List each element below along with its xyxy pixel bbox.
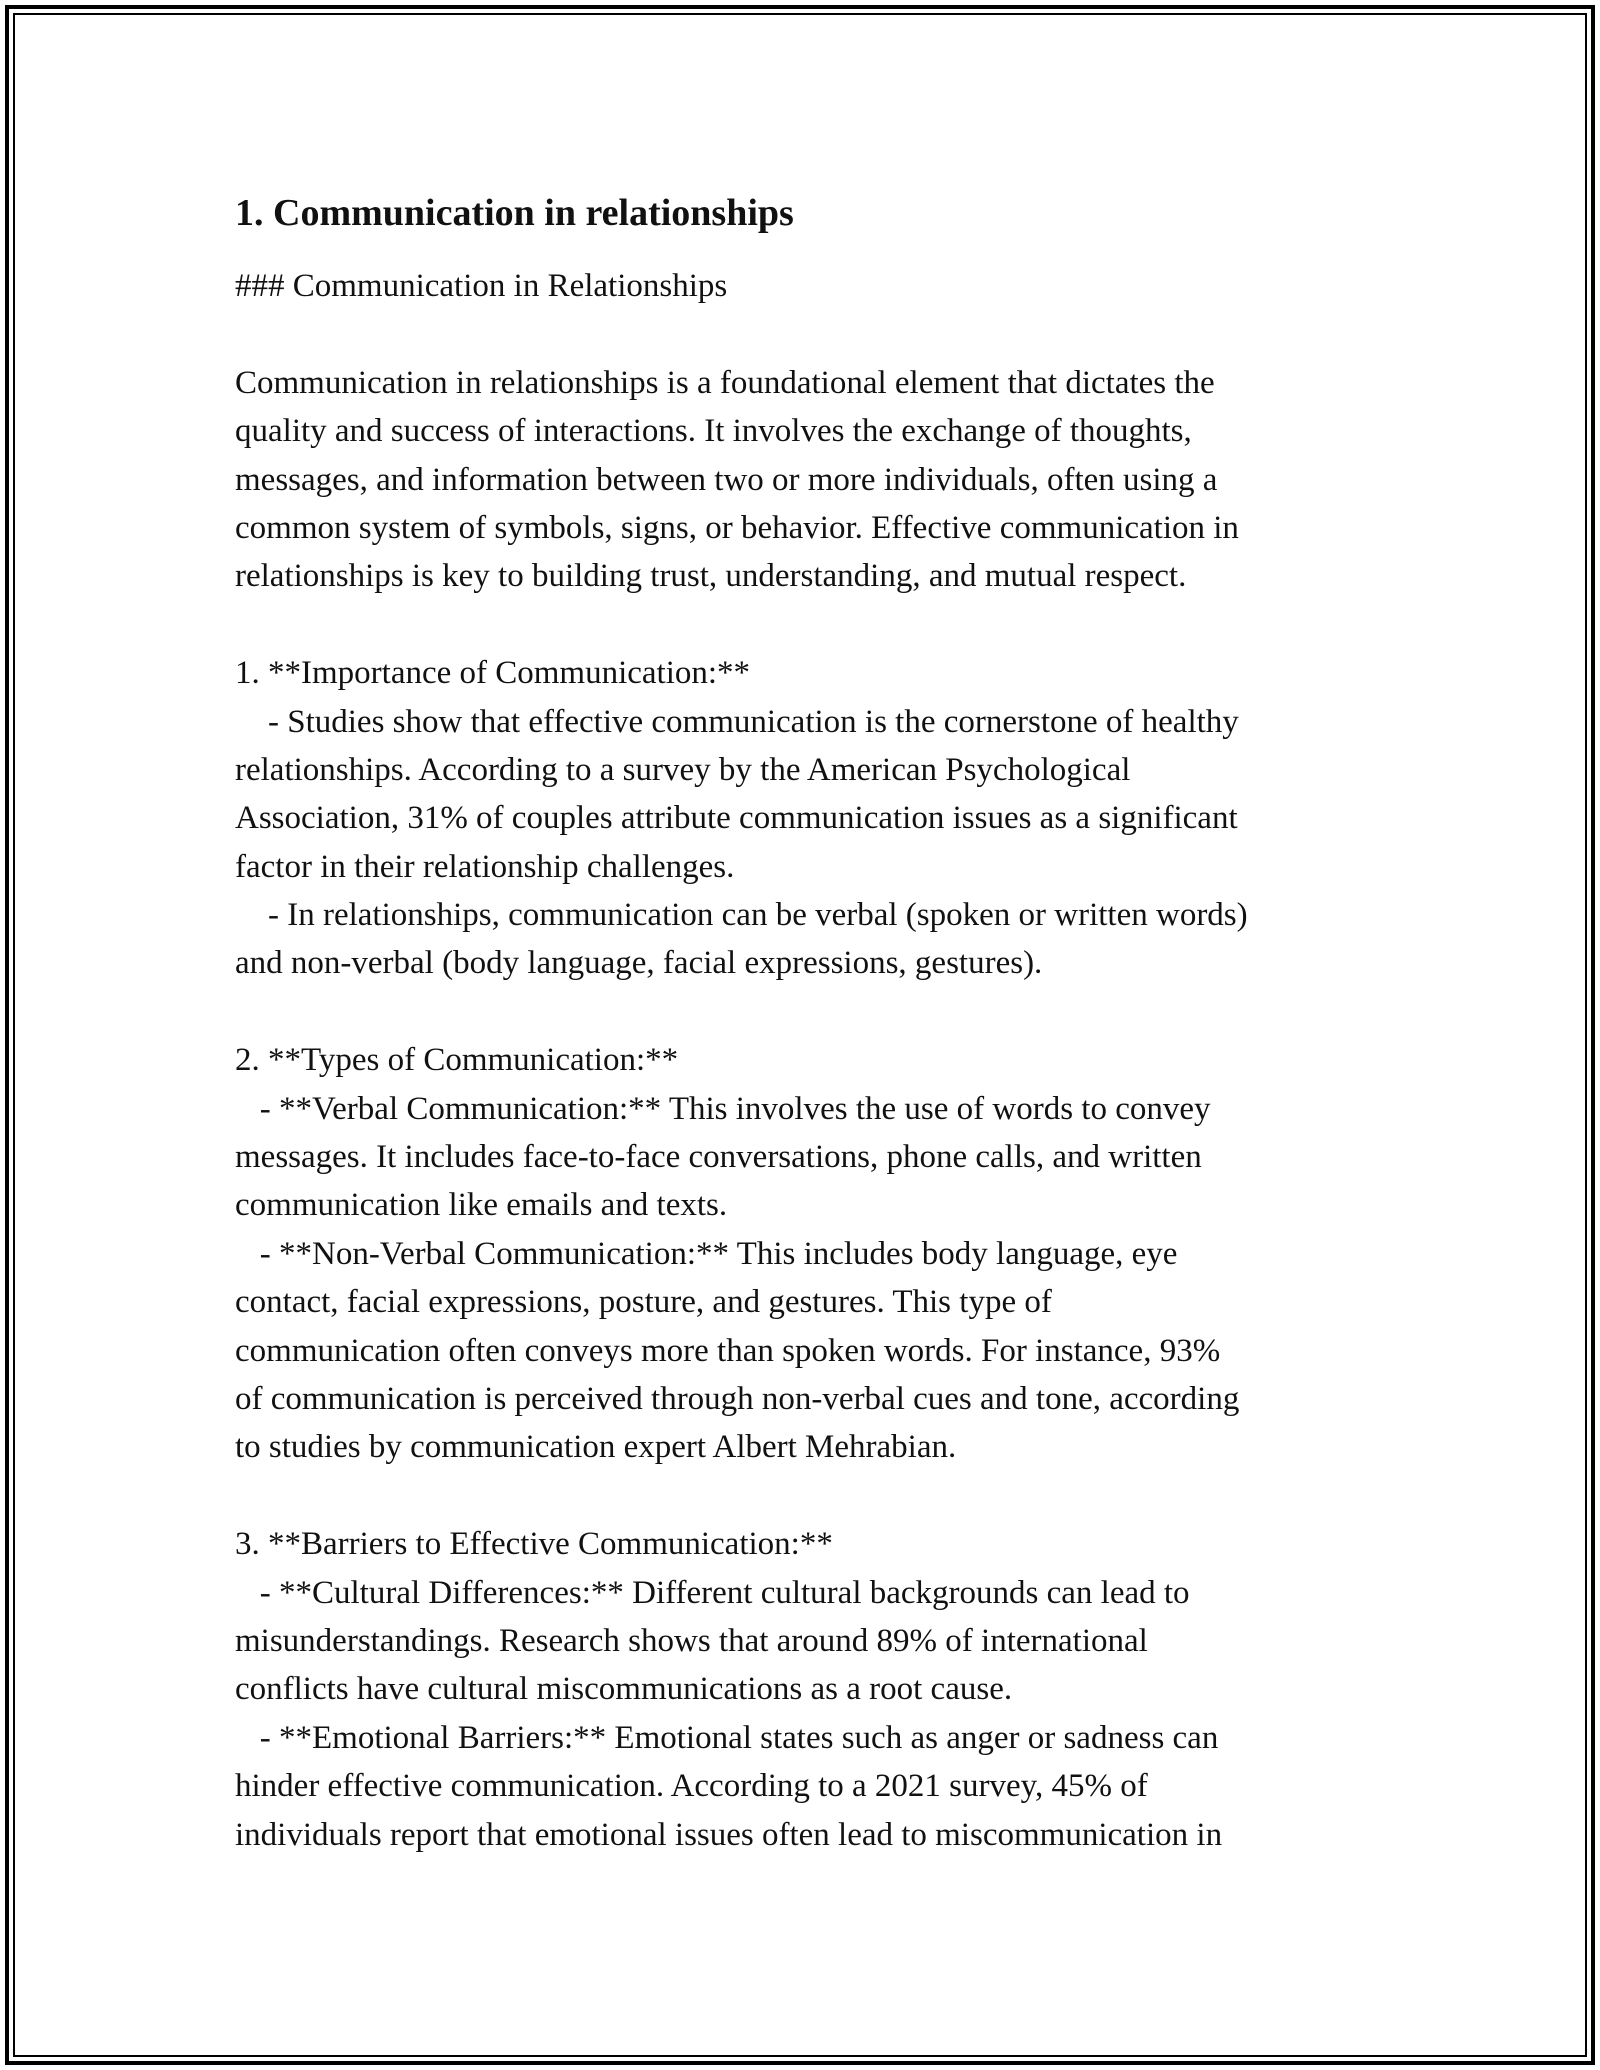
text-line: - Studies show that effective communication is the cornerstone of healthy — [235, 703, 1239, 740]
text-line: and non-verbal (body language, facial expressions, gestures). — [235, 945, 1043, 982]
text-line: communication often conveys more than spoken words. For instance, 93% — [235, 1332, 1221, 1369]
paragraph-gap — [235, 310, 1375, 358]
text-line: - **Cultural Differences:** Different cultural backgrounds can lead to — [235, 1574, 1190, 1611]
text-line: Association, 31% of couples attribute communication issues as a significant — [235, 800, 1238, 837]
document-text — [235, 262, 1375, 1859]
text-line: - In relationships, communication can be verbal (spoken or written words) — [235, 897, 1248, 934]
text-line: - **Verbal Communication:** This involves the use of words to convey — [235, 1090, 1211, 1127]
text-line: quality and success of interactions. It involves the exchange of thoughts, — [235, 413, 1192, 450]
document-body — [235, 186, 1375, 1859]
text-line: messages, and information between two or more individuals, often using a — [235, 461, 1218, 498]
section-heading: 1. Communication in relationships — [235, 192, 794, 234]
text-line: individuals report that emotional issues often lead to miscommunication in — [235, 1816, 1223, 1853]
text-line: of communication is perceived through non-verbal cues and tone, according — [235, 1380, 1240, 1417]
text-line: factor in their relationship challenges. — [235, 848, 735, 885]
text-line: contact, facial expressions, posture, and gestures. This type of — [235, 1284, 1052, 1321]
text-line: conflicts have cultural miscommunications as a root cause. — [235, 1671, 1013, 1708]
text-line: Communication in relationships is a foundational element that dictates the — [235, 364, 1215, 401]
text-line: messages. It includes face-to-face conversations, phone calls, and written — [235, 1139, 1202, 1176]
text-line: common system of symbols, signs, or behavior. Effective communication in — [235, 509, 1239, 546]
paragraph-gap — [235, 988, 1375, 1036]
text-line: 3. **Barriers to Effective Communication:** — [235, 1526, 833, 1563]
text-line: 2. **Types of Communication:** — [235, 1042, 679, 1079]
text-line: hinder effective communication. According to a 2021 survey, 45% of — [235, 1768, 1148, 1805]
text-line: - **Emotional Barriers:** Emotional states such as anger or sadness can — [235, 1719, 1219, 1756]
text-line: relationships is key to building trust, understanding, and mutual respect. — [235, 558, 1187, 595]
text-line: 1. **Importance of Communication:** — [235, 655, 751, 692]
paragraph-gap — [235, 601, 1375, 649]
text-line: - **Non-Verbal Communication:** This includes body language, eye — [235, 1235, 1178, 1272]
text-line: ### Communication in Relationships — [235, 268, 728, 304]
paragraph-gap — [235, 1472, 1375, 1520]
text-line: communication like emails and texts. — [235, 1187, 728, 1224]
text-line: to studies by communication expert Albert Mehrabian. — [235, 1429, 957, 1466]
text-line: relationships. According to a survey by the American Psychological — [235, 751, 1131, 788]
text-line: misunderstandings. Research shows that around 89% of international — [235, 1622, 1148, 1659]
